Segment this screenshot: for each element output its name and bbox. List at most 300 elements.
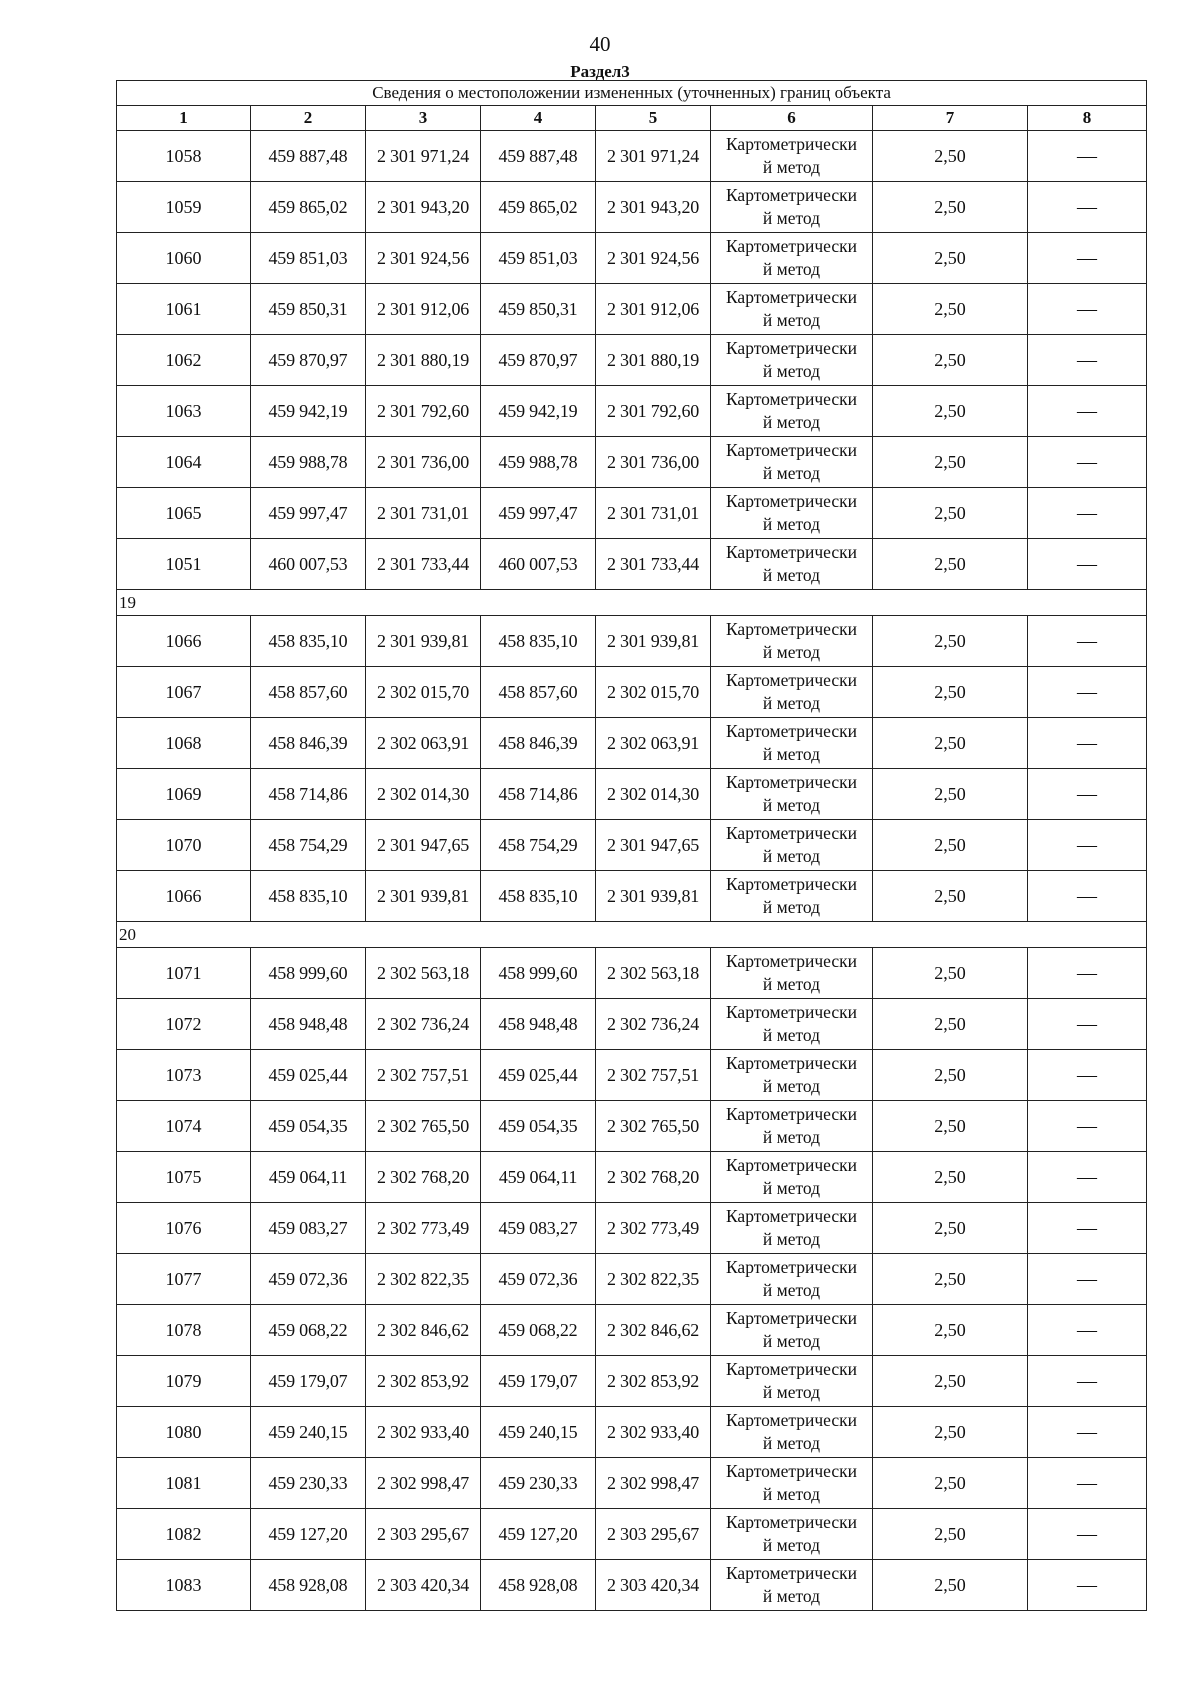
x-coordinate-new: 458 835,10 <box>481 616 596 667</box>
y-coordinate-old: 2 302 933,40 <box>366 1407 481 1458</box>
y-coordinate-old: 2 303 295,67 <box>366 1509 481 1560</box>
x-coordinate-old: 459 850,31 <box>251 284 366 335</box>
table-row <box>117 871 1147 922</box>
point-number: 1080 <box>117 1407 251 1458</box>
x-coordinate-old: 459 054,35 <box>251 1101 366 1152</box>
method-cell <box>711 1356 873 1407</box>
empty-mark: — <box>1028 820 1147 871</box>
empty-mark: — <box>1028 539 1147 590</box>
y-coordinate-old: 2 301 971,24 <box>366 131 481 182</box>
x-coordinate-new: 459 887,48 <box>481 131 596 182</box>
table-row <box>117 1152 1147 1203</box>
x-coordinate-old: 459 942,19 <box>251 386 366 437</box>
method-line-2: й метод <box>762 1382 821 1402</box>
contour-number: 20 <box>117 922 1147 948</box>
empty-mark: — <box>1028 1458 1147 1509</box>
method-line-2: й метод <box>762 157 821 177</box>
y-coordinate-new: 2 302 757,51 <box>596 1050 711 1101</box>
empty-mark: — <box>1028 182 1147 233</box>
point-number: 1065 <box>117 488 251 539</box>
table-row <box>117 131 1147 182</box>
method-line-1: Картометрически <box>725 1461 858 1481</box>
method-line-1: Картометрически <box>725 185 858 205</box>
method-line-2: й метод <box>762 310 821 330</box>
method-cell <box>711 131 873 182</box>
table-row <box>117 999 1147 1050</box>
y-coordinate-new: 2 301 731,01 <box>596 488 711 539</box>
method-line-1: Картометрически <box>725 389 858 409</box>
point-number: 1062 <box>117 335 251 386</box>
y-coordinate-new: 2 301 939,81 <box>596 616 711 667</box>
method-cell <box>711 769 873 820</box>
y-coordinate-old: 2 301 733,44 <box>366 539 481 590</box>
y-coordinate-new: 2 301 736,00 <box>596 437 711 488</box>
method-line-2: й метод <box>762 744 821 764</box>
point-number: 1077 <box>117 1254 251 1305</box>
method-line-2: й метод <box>762 642 821 662</box>
y-coordinate-old: 2 301 924,56 <box>366 233 481 284</box>
x-coordinate-new: 459 179,07 <box>481 1356 596 1407</box>
table-row <box>117 539 1147 590</box>
method-line-1: Картометрически <box>725 1002 858 1022</box>
x-coordinate-old: 459 887,48 <box>251 131 366 182</box>
method-cell <box>711 488 873 539</box>
table-row <box>117 1560 1147 1611</box>
method-line-1: Картометрически <box>725 1104 858 1124</box>
y-coordinate-new: 2 302 063,91 <box>596 718 711 769</box>
method-line-1: Картометрически <box>725 874 858 894</box>
method-cell <box>711 871 873 922</box>
y-coordinate-old: 2 303 420,34 <box>366 1560 481 1611</box>
y-coordinate-old: 2 301 943,20 <box>366 182 481 233</box>
table-row <box>117 1356 1147 1407</box>
method-line-1: Картометрически <box>725 619 858 639</box>
method-line-2: й метод <box>762 1076 821 1096</box>
y-coordinate-old: 2 302 998,47 <box>366 1458 481 1509</box>
y-coordinate-new: 2 302 822,35 <box>596 1254 711 1305</box>
table-row <box>117 769 1147 820</box>
precision-value: 2,50 <box>873 1407 1028 1458</box>
point-number: 1071 <box>117 948 251 999</box>
method-line-2: й метод <box>762 1025 821 1045</box>
precision-value: 2,50 <box>873 1560 1028 1611</box>
precision-value: 2,50 <box>873 1152 1028 1203</box>
precision-value: 2,50 <box>873 999 1028 1050</box>
precision-value: 2,50 <box>873 871 1028 922</box>
precision-value: 2,50 <box>873 1458 1028 1509</box>
point-number: 1069 <box>117 769 251 820</box>
precision-value: 2,50 <box>873 718 1028 769</box>
method-line-1: Картометрически <box>725 491 858 511</box>
point-number: 1060 <box>117 233 251 284</box>
x-coordinate-old: 459 025,44 <box>251 1050 366 1101</box>
x-coordinate-new: 458 999,60 <box>481 948 596 999</box>
table-row <box>117 1407 1147 1458</box>
y-coordinate-new: 2 302 015,70 <box>596 667 711 718</box>
y-coordinate-new: 2 301 943,20 <box>596 182 711 233</box>
y-coordinate-new: 2 302 563,18 <box>596 948 711 999</box>
method-line-2: й метод <box>762 1178 821 1198</box>
precision-value: 2,50 <box>873 820 1028 871</box>
precision-value: 2,50 <box>873 386 1028 437</box>
x-coordinate-new: 459 127,20 <box>481 1509 596 1560</box>
method-line-2: й метод <box>762 897 821 917</box>
table-row <box>117 1203 1147 1254</box>
y-coordinate-new: 2 301 733,44 <box>596 539 711 590</box>
x-coordinate-old: 458 999,60 <box>251 948 366 999</box>
precision-value: 2,50 <box>873 1509 1028 1560</box>
point-number: 1076 <box>117 1203 251 1254</box>
y-coordinate-old: 2 302 822,35 <box>366 1254 481 1305</box>
method-cell <box>711 233 873 284</box>
contour-row <box>117 922 1147 948</box>
method-line-2: й метод <box>762 1280 821 1300</box>
point-number: 1073 <box>117 1050 251 1101</box>
table-row <box>117 820 1147 871</box>
section-title: Раздел3 <box>570 62 630 81</box>
y-coordinate-old: 2 301 731,01 <box>366 488 481 539</box>
precision-value: 2,50 <box>873 769 1028 820</box>
precision-value: 2,50 <box>873 1356 1028 1407</box>
table-row <box>117 1050 1147 1101</box>
precision-value: 2,50 <box>873 1203 1028 1254</box>
page-number: 40 <box>589 32 611 56</box>
point-number: 1068 <box>117 718 251 769</box>
y-coordinate-new: 2 302 768,20 <box>596 1152 711 1203</box>
table-row <box>117 437 1147 488</box>
x-coordinate-old: 459 127,20 <box>251 1509 366 1560</box>
precision-value: 2,50 <box>873 233 1028 284</box>
y-coordinate-old: 2 302 563,18 <box>366 948 481 999</box>
method-line-1: Картометрически <box>725 1359 858 1379</box>
column-number: 2 <box>251 106 366 131</box>
y-coordinate-new: 2 302 853,92 <box>596 1356 711 1407</box>
x-coordinate-old: 459 997,47 <box>251 488 366 539</box>
method-line-1: Картометрически <box>725 823 858 843</box>
empty-mark: — <box>1028 1407 1147 1458</box>
point-number: 1066 <box>117 871 251 922</box>
method-line-1: Картометрически <box>725 1308 858 1328</box>
x-coordinate-old: 459 179,07 <box>251 1356 366 1407</box>
method-line-1: Картометрически <box>725 1563 858 1583</box>
method-line-2: й метод <box>762 1586 821 1606</box>
precision-value: 2,50 <box>873 1305 1028 1356</box>
x-coordinate-new: 458 846,39 <box>481 718 596 769</box>
y-coordinate-new: 2 301 792,60 <box>596 386 711 437</box>
method-cell <box>711 1101 873 1152</box>
table-row <box>117 718 1147 769</box>
x-coordinate-new: 459 054,35 <box>481 1101 596 1152</box>
x-coordinate-new: 459 988,78 <box>481 437 596 488</box>
method-line-2: й метод <box>762 1535 821 1555</box>
y-coordinate-old: 2 302 773,49 <box>366 1203 481 1254</box>
method-cell <box>711 1407 873 1458</box>
x-coordinate-old: 459 083,27 <box>251 1203 366 1254</box>
y-coordinate-old: 2 301 947,65 <box>366 820 481 871</box>
table-row <box>117 233 1147 284</box>
method-cell <box>711 667 873 718</box>
empty-mark: — <box>1028 386 1147 437</box>
method-line-1: Картометрически <box>725 1257 858 1277</box>
precision-value: 2,50 <box>873 1101 1028 1152</box>
y-coordinate-new: 2 302 846,62 <box>596 1305 711 1356</box>
y-coordinate-old: 2 302 757,51 <box>366 1050 481 1101</box>
x-coordinate-old: 458 857,60 <box>251 667 366 718</box>
precision-value: 2,50 <box>873 539 1028 590</box>
point-number: 1063 <box>117 386 251 437</box>
method-line-1: Картометрически <box>725 1053 858 1073</box>
method-line-2: й метод <box>762 1433 821 1453</box>
y-coordinate-new: 2 302 765,50 <box>596 1101 711 1152</box>
precision-value: 2,50 <box>873 1254 1028 1305</box>
empty-mark: — <box>1028 1509 1147 1560</box>
y-coordinate-old: 2 301 792,60 <box>366 386 481 437</box>
y-coordinate-new: 2 301 880,19 <box>596 335 711 386</box>
contour-row <box>117 590 1147 616</box>
method-line-1: Картометрически <box>725 951 858 971</box>
x-coordinate-new: 459 851,03 <box>481 233 596 284</box>
y-coordinate-old: 2 302 853,92 <box>366 1356 481 1407</box>
method-cell <box>711 1152 873 1203</box>
x-coordinate-new: 459 865,02 <box>481 182 596 233</box>
precision-value: 2,50 <box>873 948 1028 999</box>
precision-value: 2,50 <box>873 335 1028 386</box>
x-coordinate-old: 459 240,15 <box>251 1407 366 1458</box>
empty-mark: — <box>1028 233 1147 284</box>
point-number: 1061 <box>117 284 251 335</box>
point-number: 1058 <box>117 131 251 182</box>
x-coordinate-old: 459 072,36 <box>251 1254 366 1305</box>
method-line-2: й метод <box>762 974 821 994</box>
method-line-2: й метод <box>762 1331 821 1351</box>
point-number: 1064 <box>117 437 251 488</box>
table-row <box>117 1254 1147 1305</box>
x-coordinate-new: 459 230,33 <box>481 1458 596 1509</box>
method-line-2: й метод <box>762 361 821 381</box>
x-coordinate-old: 459 068,22 <box>251 1305 366 1356</box>
method-line-1: Картометрически <box>725 772 858 792</box>
precision-value: 2,50 <box>873 131 1028 182</box>
x-coordinate-old: 458 835,10 <box>251 616 366 667</box>
column-number: 1 <box>117 106 251 131</box>
x-coordinate-old: 458 948,48 <box>251 999 366 1050</box>
x-coordinate-new: 459 064,11 <box>481 1152 596 1203</box>
method-line-2: й метод <box>762 846 821 866</box>
column-number: 3 <box>366 106 481 131</box>
column-numbers-row <box>117 106 1147 131</box>
method-line-1: Картометрически <box>725 542 858 562</box>
y-coordinate-new: 2 302 736,24 <box>596 999 711 1050</box>
point-number: 1081 <box>117 1458 251 1509</box>
table-row <box>117 1305 1147 1356</box>
method-line-1: Картометрически <box>725 670 858 690</box>
method-cell <box>711 1305 873 1356</box>
method-line-1: Картометрически <box>725 1206 858 1226</box>
table-caption: Сведения о местоположении измененных (уточненных) границ объекта <box>117 81 1147 106</box>
method-cell <box>711 718 873 769</box>
empty-mark: — <box>1028 1050 1147 1101</box>
y-coordinate-old: 2 302 063,91 <box>366 718 481 769</box>
method-line-2: й метод <box>762 693 821 713</box>
method-cell <box>711 616 873 667</box>
method-line-1: Картометрически <box>725 1512 858 1532</box>
y-coordinate-old: 2 302 015,70 <box>366 667 481 718</box>
point-number: 1072 <box>117 999 251 1050</box>
x-coordinate-new: 459 997,47 <box>481 488 596 539</box>
x-coordinate-new: 459 025,44 <box>481 1050 596 1101</box>
y-coordinate-new: 2 302 773,49 <box>596 1203 711 1254</box>
point-number: 1066 <box>117 616 251 667</box>
table-body <box>117 131 1147 1611</box>
method-line-2: й метод <box>762 565 821 585</box>
y-coordinate-old: 2 302 014,30 <box>366 769 481 820</box>
x-coordinate-old: 459 064,11 <box>251 1152 366 1203</box>
point-number: 1079 <box>117 1356 251 1407</box>
method-cell <box>711 1254 873 1305</box>
y-coordinate-old: 2 301 939,81 <box>366 616 481 667</box>
method-line-2: й метод <box>762 514 821 534</box>
method-cell <box>711 335 873 386</box>
table-row <box>117 616 1147 667</box>
method-line-2: й метод <box>762 463 821 483</box>
precision-value: 2,50 <box>873 667 1028 718</box>
x-coordinate-new: 458 835,10 <box>481 871 596 922</box>
y-coordinate-new: 2 303 420,34 <box>596 1560 711 1611</box>
method-cell <box>711 999 873 1050</box>
method-line-2: й метод <box>762 1127 821 1147</box>
precision-value: 2,50 <box>873 488 1028 539</box>
column-number: 5 <box>596 106 711 131</box>
x-coordinate-old: 459 865,02 <box>251 182 366 233</box>
column-number: 8 <box>1028 106 1147 131</box>
point-number: 1082 <box>117 1509 251 1560</box>
contour-number: 19 <box>117 590 1147 616</box>
y-coordinate-new: 2 301 971,24 <box>596 131 711 182</box>
table-row <box>117 948 1147 999</box>
x-coordinate-old: 458 846,39 <box>251 718 366 769</box>
x-coordinate-old: 458 754,29 <box>251 820 366 871</box>
method-cell <box>711 1203 873 1254</box>
precision-value: 2,50 <box>873 284 1028 335</box>
method-cell <box>711 1560 873 1611</box>
y-coordinate-old: 2 301 880,19 <box>366 335 481 386</box>
x-coordinate-new: 458 948,48 <box>481 999 596 1050</box>
method-line-1: Картометрически <box>725 1410 858 1430</box>
method-cell <box>711 1509 873 1560</box>
empty-mark: — <box>1028 1152 1147 1203</box>
y-coordinate-new: 2 303 295,67 <box>596 1509 711 1560</box>
empty-mark: — <box>1028 131 1147 182</box>
x-coordinate-new: 459 072,36 <box>481 1254 596 1305</box>
x-coordinate-new: 459 240,15 <box>481 1407 596 1458</box>
y-coordinate-new: 2 301 924,56 <box>596 233 711 284</box>
table-row <box>117 667 1147 718</box>
precision-value: 2,50 <box>873 437 1028 488</box>
x-coordinate-old: 459 870,97 <box>251 335 366 386</box>
precision-value: 2,50 <box>873 182 1028 233</box>
y-coordinate-old: 2 301 912,06 <box>366 284 481 335</box>
method-cell <box>711 948 873 999</box>
table-row <box>117 1101 1147 1152</box>
x-coordinate-new: 459 850,31 <box>481 284 596 335</box>
empty-mark: — <box>1028 1560 1147 1611</box>
x-coordinate-old: 458 714,86 <box>251 769 366 820</box>
method-cell <box>711 1050 873 1101</box>
point-number: 1075 <box>117 1152 251 1203</box>
column-number: 6 <box>711 106 873 131</box>
precision-value: 2,50 <box>873 616 1028 667</box>
method-cell <box>711 182 873 233</box>
method-cell <box>711 1458 873 1509</box>
point-number: 1067 <box>117 667 251 718</box>
x-coordinate-old: 459 230,33 <box>251 1458 366 1509</box>
empty-mark: — <box>1028 999 1147 1050</box>
method-cell <box>711 437 873 488</box>
empty-mark: — <box>1028 1254 1147 1305</box>
y-coordinate-old: 2 301 736,00 <box>366 437 481 488</box>
y-coordinate-old: 2 302 736,24 <box>366 999 481 1050</box>
method-line-1: Картометрически <box>725 1155 858 1175</box>
column-number: 7 <box>873 106 1028 131</box>
point-number: 1074 <box>117 1101 251 1152</box>
y-coordinate-new: 2 301 912,06 <box>596 284 711 335</box>
method-cell <box>711 386 873 437</box>
empty-mark: — <box>1028 1356 1147 1407</box>
method-line-1: Картометрически <box>725 338 858 358</box>
point-number: 1083 <box>117 1560 251 1611</box>
x-coordinate-old: 459 851,03 <box>251 233 366 284</box>
method-line-2: й метод <box>762 259 821 279</box>
empty-mark: — <box>1028 616 1147 667</box>
table-row <box>117 335 1147 386</box>
y-coordinate-new: 2 302 014,30 <box>596 769 711 820</box>
method-line-1: Картометрически <box>725 287 858 307</box>
x-coordinate-new: 460 007,53 <box>481 539 596 590</box>
method-line-2: й метод <box>762 208 821 228</box>
method-line-2: й метод <box>762 795 821 815</box>
method-line-1: Картометрически <box>725 440 858 460</box>
empty-mark: — <box>1028 437 1147 488</box>
y-coordinate-old: 2 301 939,81 <box>366 871 481 922</box>
x-coordinate-old: 458 835,10 <box>251 871 366 922</box>
empty-mark: — <box>1028 488 1147 539</box>
empty-mark: — <box>1028 284 1147 335</box>
point-number: 1078 <box>117 1305 251 1356</box>
precision-value: 2,50 <box>873 1050 1028 1101</box>
table-row <box>117 284 1147 335</box>
table-row <box>117 182 1147 233</box>
x-coordinate-old: 458 928,08 <box>251 1560 366 1611</box>
y-coordinate-new: 2 302 933,40 <box>596 1407 711 1458</box>
method-line-1: Картометрически <box>725 236 858 256</box>
method-cell <box>711 284 873 335</box>
empty-mark: — <box>1028 718 1147 769</box>
x-coordinate-new: 459 083,27 <box>481 1203 596 1254</box>
table-row <box>117 1458 1147 1509</box>
y-coordinate-new: 2 301 939,81 <box>596 871 711 922</box>
y-coordinate-new: 2 302 998,47 <box>596 1458 711 1509</box>
column-number: 4 <box>481 106 596 131</box>
coordinates-table <box>116 80 1147 1611</box>
x-coordinate-new: 458 928,08 <box>481 1560 596 1611</box>
method-line-2: й метод <box>762 1484 821 1504</box>
method-cell <box>711 820 873 871</box>
method-cell <box>711 539 873 590</box>
point-number: 1070 <box>117 820 251 871</box>
method-line-2: й метод <box>762 412 821 432</box>
empty-mark: — <box>1028 1305 1147 1356</box>
empty-mark: — <box>1028 871 1147 922</box>
